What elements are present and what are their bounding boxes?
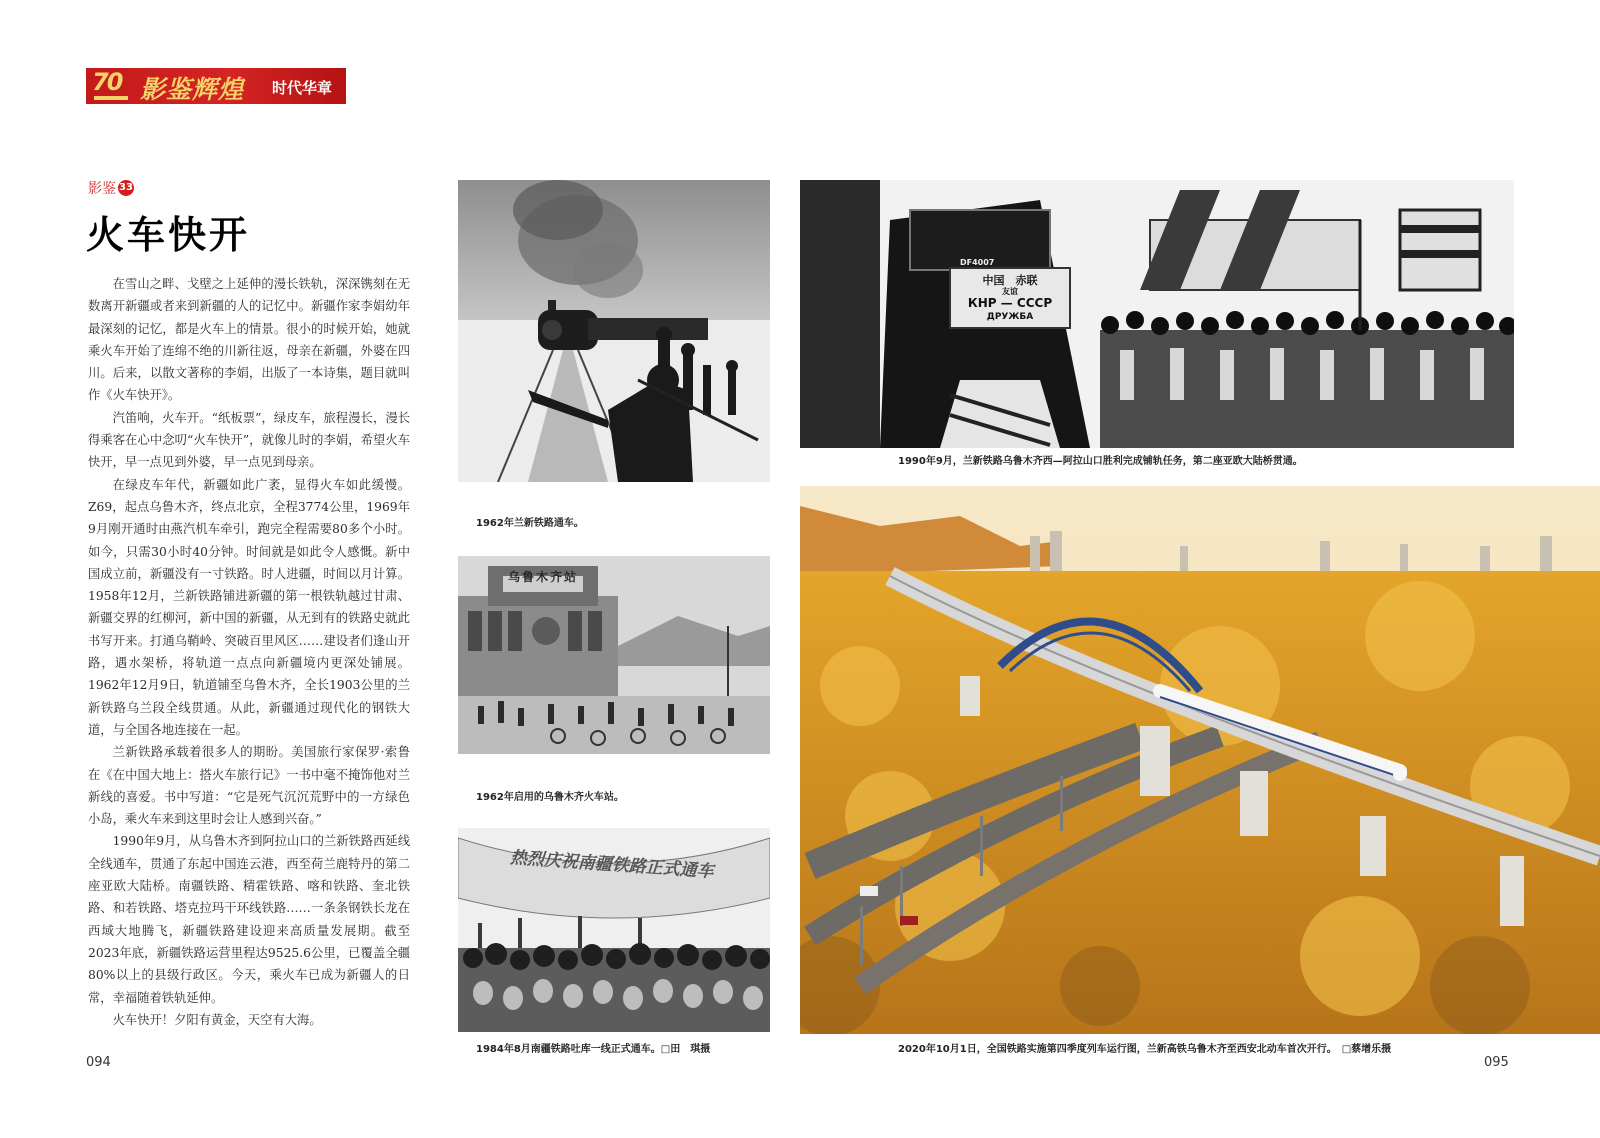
caption-1990: 1990年9月，兰新铁路乌鲁木齐西—阿拉山口胜利完成铺轨任务，第二座亚欧大陆桥贯通。	[898, 456, 1303, 467]
page-number-left: 094	[86, 1055, 111, 1070]
anniversary-logo	[92, 70, 132, 102]
paragraph: 兰新铁路承载着很多人的期盼。美国旅行家保罗·索鲁在《在中国大地上：搭火车旅行记》一书中毫不掩饰他对兰新线的喜爱。书中写道：“它是死气沉沉荒野中的一方绿色小岛，乘火车来到这里时会让人感到兴奋。”	[88, 745, 410, 827]
photo-1984-crowd	[458, 828, 770, 1032]
loco-banner-ru: КНР — СССР	[967, 296, 1053, 310]
loco-banner-mid: 友谊	[1002, 287, 1018, 296]
photo-1962-urumqi-station	[458, 556, 770, 754]
photo-2020-high-speed-rail	[800, 486, 1600, 1034]
paragraph: 火车快开！夕阳有黄金，天空有大海。	[112, 1012, 322, 1027]
welcome-banner-text: 热烈庆祝南疆铁路正式通车	[509, 847, 715, 883]
header-banner	[86, 68, 346, 104]
caption-1962-train: 1962年兰新铁路通车。	[476, 518, 584, 529]
paragraph: 在雪山之畔、戈壁之上延伸的漫长铁轨，深深镌刻在无数离开新疆或者来到新疆的人的记忆中。新疆作家李娟幼年最深刻的记忆，都是火车上的情景。很小的时候开始，她就乘火车开始了连绵不绝的川新往返，母亲在新疆，外婆在四川。后来，以散文著称的李娟，出版了一本诗集，题目就叫作《火车快开》。	[88, 277, 410, 403]
paragraph: 1990年9月，从乌鲁木齐到阿拉山口的兰新铁路西延线全线通车，贯通了东起中国连云港，西至荷兰鹿特丹的第二座亚欧大陆桥。南疆铁路、精霍铁路、喀和铁路、奎北铁路、和若铁路、塔克拉玛干环线铁路……一条条钢铁长龙在西域大地腾飞，新疆铁路建设迎来高质量发展期。截至2023年底，新疆铁路运营里程达9525.6公里，已覆盖全疆80%以上的县级行政区。今天，乘火车已成为新疆人的日常，幸福随着铁轨延伸。	[88, 834, 410, 1005]
caption-1962-station: 1962年启用的乌鲁木齐火车站。	[476, 792, 624, 803]
banner-subtitle: 时代华章	[272, 79, 333, 97]
column-tag-label: 影鉴	[88, 181, 116, 197]
column-tag	[88, 178, 134, 198]
loco-banner-cn: 中国 赤联	[982, 274, 1038, 287]
page-number-right: 095	[1484, 1055, 1509, 1070]
article-body	[88, 273, 410, 1031]
article-title: 火车快开	[86, 213, 251, 257]
logo-number: 70	[92, 68, 122, 96]
station-sign: 乌鲁木齐站	[507, 570, 578, 584]
paragraph: 在绿皮车年代，新疆如此广袤，显得火车如此缓慢。Z69，起点乌鲁木齐，终点北京，全程3774公里，1969年9月刚开通时由燕汽机车牵引，跑完全程需要80多个小时。如今，只需30小时40分钟。时间就是如此令人感慨。新中国成立前，新疆没有一寸铁路。时人进疆，时间以月计算。1958年12月，兰新铁路铺进新疆的第一根铁轨越过甘肃、新疆交界的红柳河，新中国的新疆，从无到有的铁路史就此书写开来。打通乌鞘岭、突破百里风区……建设者们逢山开路，遇水架桥，将轨道一点点向新疆境内更深处铺展。1962年12月9日，轨道铺至乌鲁木齐，全长1903公里的兰新铁路乌兰段全线贯通。从此，新疆通过现代化的钢铁大道，与全国各地连接在一起。	[88, 477, 410, 737]
paragraph: 汽笛响，火车开。“纸板票”，绿皮车，旅程漫长，漫长得乘客在心中念叨“火车快开”，就像儿时的李娟，希望火车快开，早一点见到外婆，早一点见到母亲。	[88, 410, 410, 470]
caption-1984: 1984年8月南疆铁路吐库一线正式通车。□田 琪摄	[476, 1044, 711, 1055]
loco-banner-ru2: ДРУЖБА	[986, 312, 1034, 322]
banner-brush-title: 影鉴辉煌	[140, 75, 245, 104]
loco-plate-number: DF4007	[960, 258, 995, 267]
column-tag-number: 33	[118, 180, 134, 196]
photo-1962-steam-train	[458, 180, 770, 482]
photo-1990-ceremony	[800, 180, 1514, 448]
caption-2020: 2020年10月1日，全国铁路实施第四季度列车运行图，兰新高铁乌鲁木齐至西安北动车首次开行。 □蔡增乐摄	[898, 1044, 1392, 1055]
